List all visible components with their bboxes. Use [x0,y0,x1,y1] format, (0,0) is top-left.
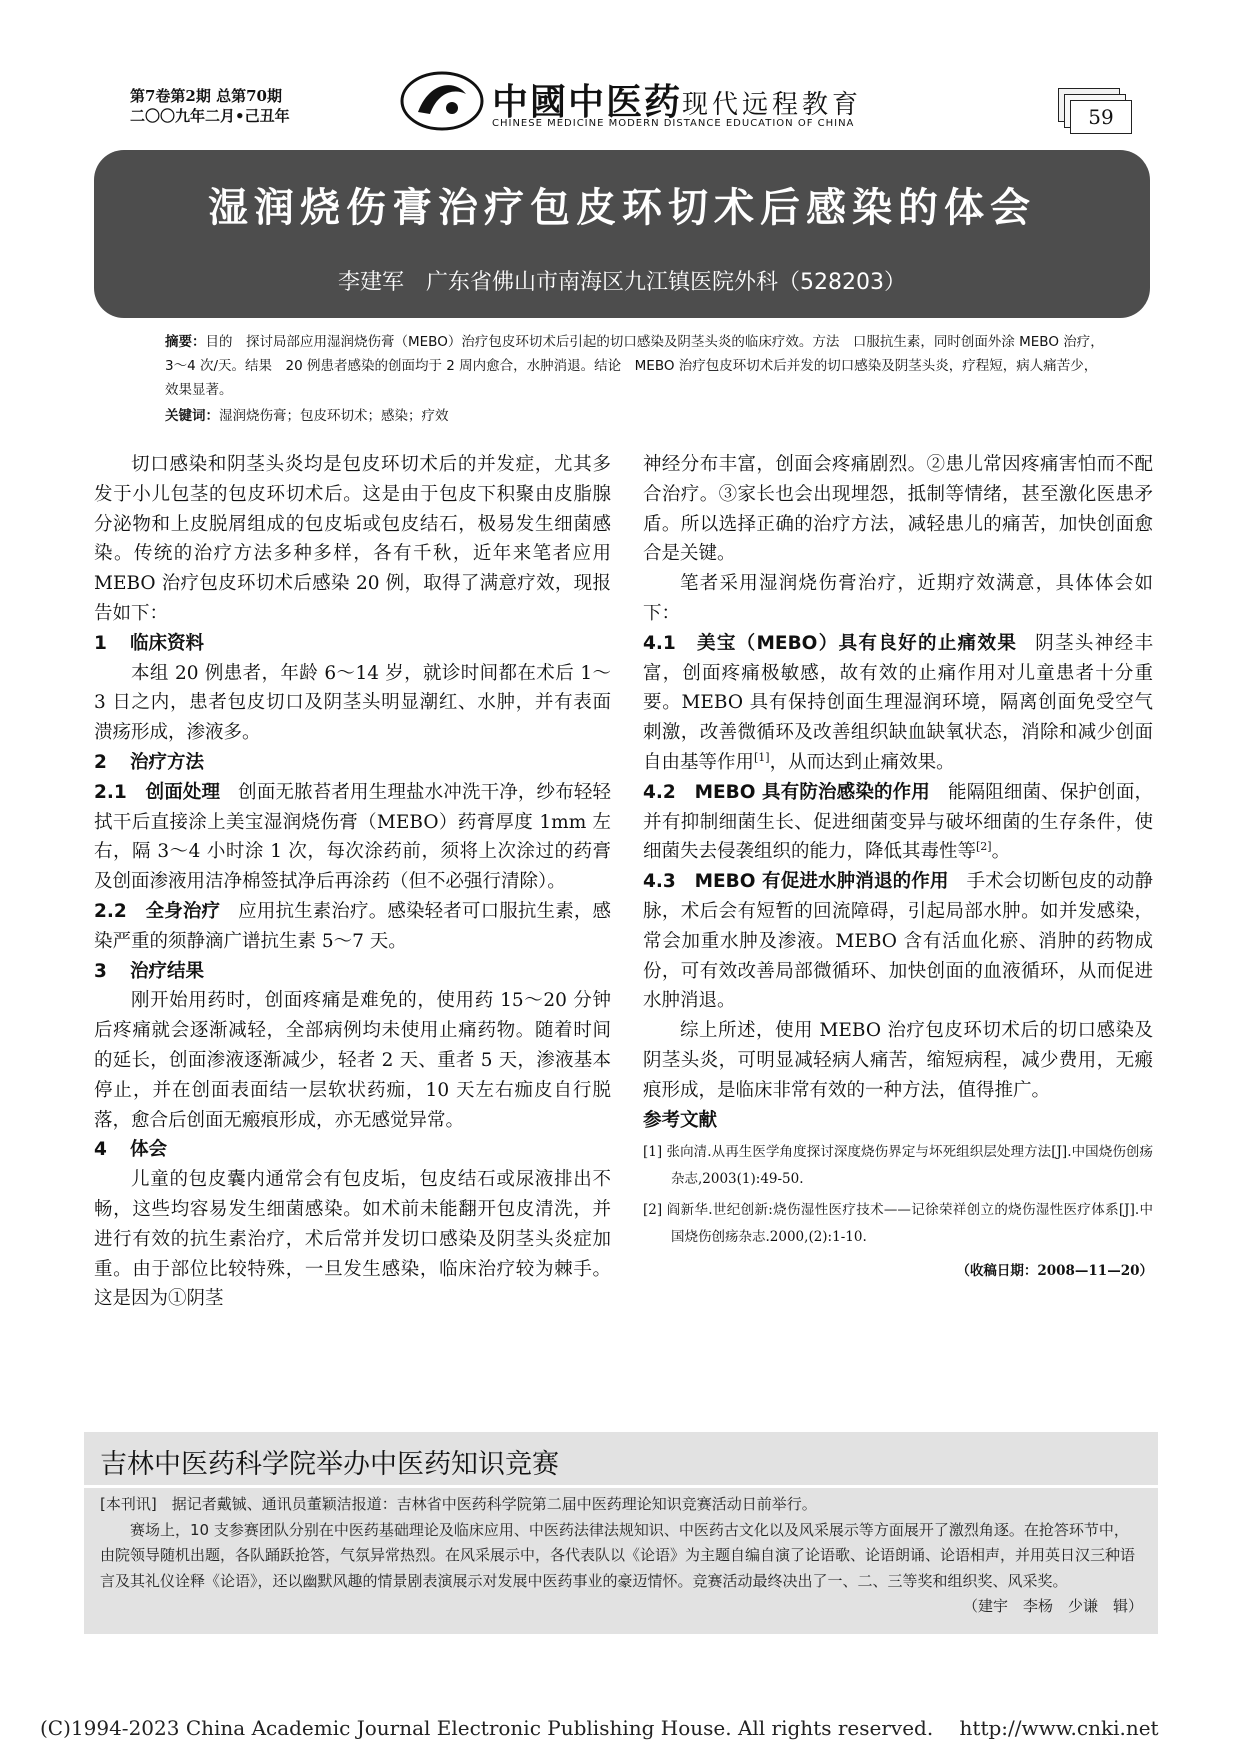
news-title: 吉林中医药科学院举办中医药知识竞赛 [100,1449,559,1480]
section-2-2: 2.2 全身治疗 应用抗生素治疗。感染轻者可口服抗生素，感染严重的须静滴广谱抗生素 5～7 天。 [94,900,611,952]
keywords [165,404,1110,428]
section-3-text: 刚开始用药时，创面疼痛是难免的，使用药 15～20 分钟后疼痛就会逐渐减轻，全部病例均未使用止痛药物。随着时间的延长，创面渗液逐渐减少，轻者 2 天、重者 5 天，渗液基本停止，并在创面表面结一层软状药痂，10 天左右痂皮自行脱落，愈合后创面无瘢痕形成，亦无感觉异常。 [94,990,611,1131]
journal-name-cn: 中國中医药 [492,81,683,123]
section-4-1: 4.1 美宝（MEBO）具有良好的止痛效果 阴茎头神经丰富，创面疼痛极敏感，故有效的止痛作用对儿童患者十分重要。MEBO 具有保持创面生理湿润环境，隔离创面免受空气刺激，改善微循环及改善组织缺血缺氧状态，消除和减少创面自由基等作用[1]，从而达到止痛效果。 [643,632,1153,773]
section-2-heading: 2 治疗方法 [94,751,205,773]
keywords-text: 湿润烧伤膏；包皮环切术；感染；疗效 [219,408,449,424]
conclusion-paragraph: 综上所述，使用 MEBO 治疗包皮环切术后的切口感染及阴茎头炎，可明显减轻病人痛苦，缩短病程，减少费用，无瘢痕形成，是临床非常有效的一种方法，值得推广。 [643,1020,1153,1101]
issue-line-1: 第7卷第2期 总第70期 [130,87,282,105]
intro-paragraph: 切口感染和阴茎头炎均是包皮环切术后的并发症，尤其多发于小儿包茎的包皮环切术后。这是由于包皮下积聚由皮脂腺分泌物和上皮脱屑组成的包皮垢或包皮结石，极易发生细菌感染。传统的治疗方法多种多样，各有千秋，近年来笔者应用 MEBO 治疗包皮环切术后感染 20 例，取得了满意疗效，现报告如下： [94,454,611,624]
section-3-heading: 3 治疗结果 [94,960,205,982]
section-4-text: 儿童的包皮囊内通常会有包皮垢，包皮结石或尿液排出不畅，这些均容易发生细菌感染。如术前未能翻开包皮清洗，并进行有效的抗生素治疗，术后常并发切口感染及阴茎头炎症加重。由于部位比较特殊，一旦发生感染，临床治疗较为棘手。这是因为①阴茎 [94,1169,611,1310]
abstract [165,330,1110,402]
right-column [643,450,1153,1287]
abstract-label: 摘要： [165,334,206,350]
journal-logo-icon [400,70,484,132]
citation-1: [1] [754,750,770,764]
copyright-footer: (C)1994-2023 China Academic Journal Electronic Publishing House. All rights reserved. http://www.cnki.net [40,1716,1159,1740]
received-date: （收稿日期：2008—11—20） [956,1263,1153,1280]
reference-2: [2] 阎新华.世纪创新:烧伤湿性医疗技术——记徐荣祥创立的烧伤湿性医疗体系[J].中国烧伤创疡杂志.2000,(2):1-10. [643,1202,1153,1246]
page-number-box [1058,98,1132,134]
section-1-heading: 1 临床资料 [94,632,205,654]
page-number: 59 [1070,100,1132,134]
keywords-label: 关键词： [165,408,219,424]
news-paragraph-2: 赛场上，10 支参赛团队分别在中医药基础理论及临床应用、中医药法律法规知识、中医药古文化以及风采展示等方面展开了激烈角逐。在抢答环节中，由院领导随机出题，各队踊跃抢答，气氛异常热烈。在风采展示中，各代表队以《论语》为主题自编自演了论语歌、论语朗诵、论语相声，并用英日汉三种语言及其礼仪诠释《论语》，还以幽默风趣的情景剧表演展示对发展中医药事业的豪迈情怀。竞赛活动最终决出了一、二、三等奖和组织奖、风采奖。 [100,1520,1136,1590]
article-title: 湿润烧伤膏治疗包皮环切术后感染的体会 [208,184,1036,231]
journal-name-en: CHINESE MEDICINE MODERN DISTANCE EDUCATION OF CHINA [492,118,855,129]
section-4-continued: 神经分布丰富，创面会疼痛剧烈。②患儿常因疼痛害怕而不配合治疗。③家长也会出现埋怨，抵制等情绪，甚至激化医患矛盾。所以选择正确的治疗方法，减轻患儿的痛苦，加快创面愈合是关键。 [643,454,1153,565]
section-2-1: 2.1 创面处理 创面无脓苔者用生理盐水冲洗干净，纱布轻轻拭干后直接涂上美宝湿润烧伤膏（MEBO）药膏厚度 1mm 左右，隔 3～4 小时涂 1 次，每次涂药前，须将上次涂过的药膏及创面渗液用洁净棉签拭净后再涂药（但不必强行清除）。 [94,781,611,893]
section-4-intro: 笔者采用湿润烧伤膏治疗，近期疗效满意，具体体会如下： [643,573,1153,624]
section-4-2: 4.2 MEBO 具有防治感染的作用 能隔阻细菌、保护创面，并有抑制细菌生长、促进细菌变异与破坏细菌的生存条件，使细菌失去侵袭组织的能力，降低其毒性等[2]。 [643,781,1153,863]
abstract-text: 目的 探讨局部应用湿润烧伤膏（MEBO）治疗包皮环切术后引起的切口感染及阴茎头炎的临床疗效。方法 口服抗生素，同时创面外涂 MEBO 治疗，3～4 次/天。结果 20 例患者感染的创面均于 2 周内愈合，水肿消退。结论 MEBO 治疗包皮环切术后并发的切口感染及阴茎头炎，疗程短，病人痛苦少，效果显著。 [165,334,1104,398]
news-body [100,1492,1143,1620]
reference-1: [1] 张向清.从再生医学角度探讨深度烧伤界定与坏死组织层处理方法[J].中国烧伤创疡杂志,2003(1):49-50. [643,1144,1153,1188]
left-column [94,450,611,1314]
references-heading: 参考文献 [643,1109,718,1131]
news-signature: （建宇 李杨 少谦 辑） [962,1597,1143,1615]
journal-subtitle: 现代远程教育 [682,90,863,120]
citation-2: [2] [976,840,992,854]
author-line: 李建军 广东省佛山市南海区九江镇医院外科（528203） [338,270,906,295]
issue-line-2: 二〇〇九年二月•己丑年 [130,107,290,125]
section-1-text: 本组 20 例患者，年龄 6～14 岁，就诊时间都在术后 1～3 日之内，患者包皮切口及阴茎头明显潮红、水肿，并有表面溃疡形成，渗液多。 [94,662,611,744]
section-4-heading: 4 体会 [94,1139,168,1161]
issue-info [130,86,290,126]
news-paragraph-1: [本刊讯] 据记者戴铖、通讯员董颖洁报道：吉林省中医药科学院第二届中医药理论知识竞赛活动日前举行。 [100,1495,817,1513]
news-divider [84,1485,1158,1488]
section-4-3: 4.3 MEBO 有促进水肿消退的作用 手术会切断包皮的动静脉，术后会有短暂的回流障碍，引起局部水肿。如并发感染，常会加重水肿及渗液。MEBO 含有活血化瘀、消肿的药物成份，可有效改善局部微循环、加快创面的血液循环，从而促进水肿消退。 [643,871,1153,1012]
